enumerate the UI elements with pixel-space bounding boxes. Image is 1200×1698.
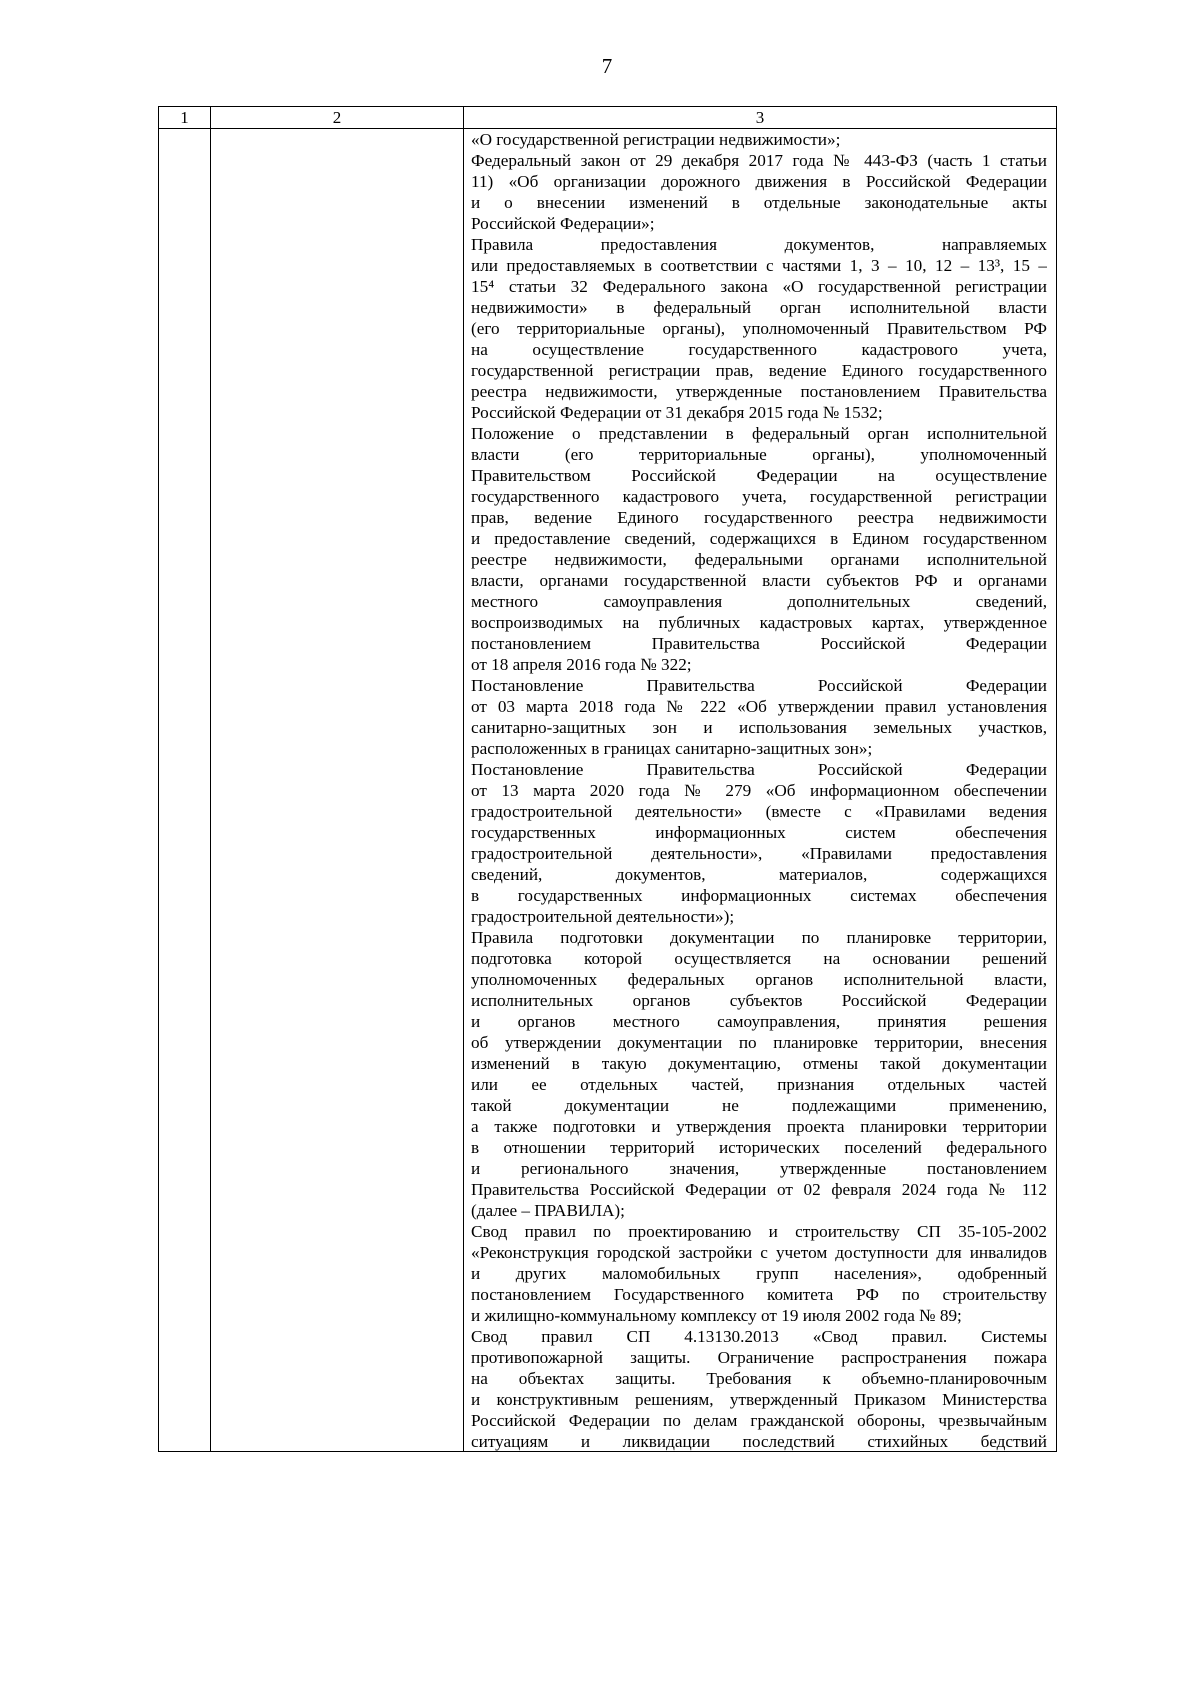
text-line: Свод правил СП 4.13130.2013 «Свод правил. Системы bbox=[471, 1327, 1047, 1346]
column-3-text bbox=[471, 129, 1047, 1452]
text-line: расположенных в границах санитарно-защитных зон»; bbox=[471, 739, 873, 758]
text-line: государственного кадастрового учета, государственной регистрации bbox=[471, 487, 1047, 506]
text-line: и органов местного самоуправления, принятия решения bbox=[471, 1012, 1047, 1031]
text-line: и жилищно-коммунальному комплексу от 19 июля 2002 года № 89; bbox=[471, 1306, 962, 1325]
text-line: воспроизводимых на публичных кадастровых картах, утвержденное bbox=[471, 613, 1047, 632]
text-line: в государственных информационных системах обеспечения bbox=[471, 886, 1047, 905]
text-line: или предоставляемых в соответствии с частями 1, 3 – 10, 12 – 13³, 15 – bbox=[471, 256, 1047, 275]
text-line: исполнительных органов субъектов Российской Федерации bbox=[471, 991, 1047, 1010]
text-line: и о внесении изменений в отдельные законодательные акты bbox=[471, 193, 1047, 212]
text-line: или ее отдельных частей, признания отдельных частей bbox=[471, 1075, 1047, 1094]
column-divider bbox=[463, 107, 464, 1451]
text-line: и конструктивным решениям, утвержденный Приказом Министерства bbox=[471, 1390, 1047, 1409]
text-line: Правительством Российской Федерации на осуществление bbox=[471, 466, 1047, 485]
text-line: градостроительной деятельности» (вместе с «Правилами ведения bbox=[471, 802, 1047, 821]
text-line: сведений, документов, материалов, содержащихся bbox=[471, 865, 1047, 884]
text-line: противопожарной защиты. Ограничение распространения пожара bbox=[471, 1348, 1047, 1367]
text-line: на осуществление государственного кадастрового учета, bbox=[471, 340, 1047, 359]
document-table bbox=[158, 106, 1057, 1452]
text-line: власти, органами государственной власти субъектов РФ и органами bbox=[471, 571, 1047, 590]
text-line: и регионального значения, утвержденные постановлением bbox=[471, 1159, 1047, 1178]
text-line: градостроительной деятельности»); bbox=[471, 907, 735, 926]
text-line: в отношении территорий исторических поселений федерального bbox=[471, 1138, 1047, 1157]
text-line: «Реконструкция городской застройки с учетом доступности для инвалидов bbox=[471, 1243, 1047, 1262]
text-line: уполномоченных федеральных органов исполнительной власти, bbox=[471, 970, 1047, 989]
text-line: постановлением Правительства Российской Федерации bbox=[471, 634, 1047, 653]
text-line: 11) «Об организации дорожного движения в Российской Федерации bbox=[471, 172, 1047, 191]
text-line: от 03 марта 2018 года № 222 «Об утверждении правил установления bbox=[471, 697, 1047, 716]
text-line: Положение о представлении в федеральный орган исполнительной bbox=[471, 424, 1047, 443]
text-line: Федеральный закон от 29 декабря 2017 года № 443-ФЗ (часть 1 статьи bbox=[471, 151, 1047, 170]
text-line: прав, ведение Единого государственного реестра недвижимости bbox=[471, 508, 1047, 527]
text-line: «О государственной регистрации недвижимости»; bbox=[471, 130, 841, 149]
text-line: (его территориальные органы), уполномоченный Правительством РФ bbox=[471, 319, 1047, 338]
text-line: постановлением Государственного комитета РФ по строительству bbox=[471, 1285, 1047, 1304]
header-col-3: 3 bbox=[755, 108, 765, 127]
text-line: Постановление Правительства Российской Федерации bbox=[471, 760, 1047, 779]
text-line: Правила подготовки документации по планировке территории, bbox=[471, 928, 1047, 947]
page-number: 7 bbox=[601, 54, 613, 78]
text-line: реестре недвижимости, федеральными органами исполнительной bbox=[471, 550, 1047, 569]
text-line: Российской Федерации»; bbox=[471, 214, 655, 233]
text-line: местного самоуправления дополнительных сведений, bbox=[471, 592, 1047, 611]
text-line: изменений в такую документацию, отмены такой документации bbox=[471, 1054, 1047, 1073]
text-line: государственных информационных систем обеспечения bbox=[471, 823, 1047, 842]
header-col-2: 2 bbox=[332, 108, 342, 127]
text-line: ситуациям и ликвидации последствий стихийных бедствий bbox=[471, 1432, 1047, 1451]
text-line: такой документации не подлежащими применению, bbox=[471, 1096, 1047, 1115]
text-line: власти (его территориальные органы), уполномоченный bbox=[471, 445, 1047, 464]
text-line: и других маломобильных групп населения», одобренный bbox=[471, 1264, 1047, 1283]
text-line: градостроительной деятельности», «Правилами предоставления bbox=[471, 844, 1047, 863]
text-line: Правительства Российской Федерации от 02 февраля 2024 года № 112 bbox=[471, 1180, 1047, 1199]
text-line: об утверждении документации по планировке территории, внесения bbox=[471, 1033, 1047, 1052]
text-line: недвижимости» в федеральный орган исполнительной власти bbox=[471, 298, 1047, 317]
column-divider bbox=[210, 107, 211, 1451]
text-line: санитарно-защитных зон и использования земельных участков, bbox=[471, 718, 1047, 737]
text-line: реестра недвижимости, утвержденные постановлением Правительства bbox=[471, 382, 1047, 401]
text-line: от 13 марта 2020 года № 279 «Об информационном обеспечении bbox=[471, 781, 1047, 800]
text-line: Российской Федерации от 31 декабря 2015 года № 1532; bbox=[471, 403, 883, 422]
text-line: подготовка которой осуществляется на основании решений bbox=[471, 949, 1047, 968]
header-col-1: 1 bbox=[180, 108, 189, 127]
text-line: Постановление Правительства Российской Федерации bbox=[471, 676, 1047, 695]
text-line: на объектах защиты. Требования к объемно-планировочным bbox=[471, 1369, 1047, 1388]
text-line: Свод правил по проектированию и строительству СП 35-105-2002 bbox=[471, 1222, 1047, 1241]
text-line: 15⁴ статьи 32 Федерального закона «О государственной регистрации bbox=[471, 277, 1047, 296]
text-line: а также подготовки и утверждения проекта планировки территории bbox=[471, 1117, 1047, 1136]
text-line: (далее – ПРАВИЛА); bbox=[471, 1201, 625, 1220]
text-line: Правила предоставления документов, направляемых bbox=[471, 235, 1047, 254]
text-line: и предоставление сведений, содержащихся в Едином государственном bbox=[471, 529, 1047, 548]
text-line: от 18 апреля 2016 года № 322; bbox=[471, 655, 692, 674]
text-line: Российской Федерации по делам гражданской обороны, чрезвычайным bbox=[471, 1411, 1047, 1430]
text-line: государственной регистрации прав, ведение Единого государственного bbox=[471, 361, 1047, 380]
